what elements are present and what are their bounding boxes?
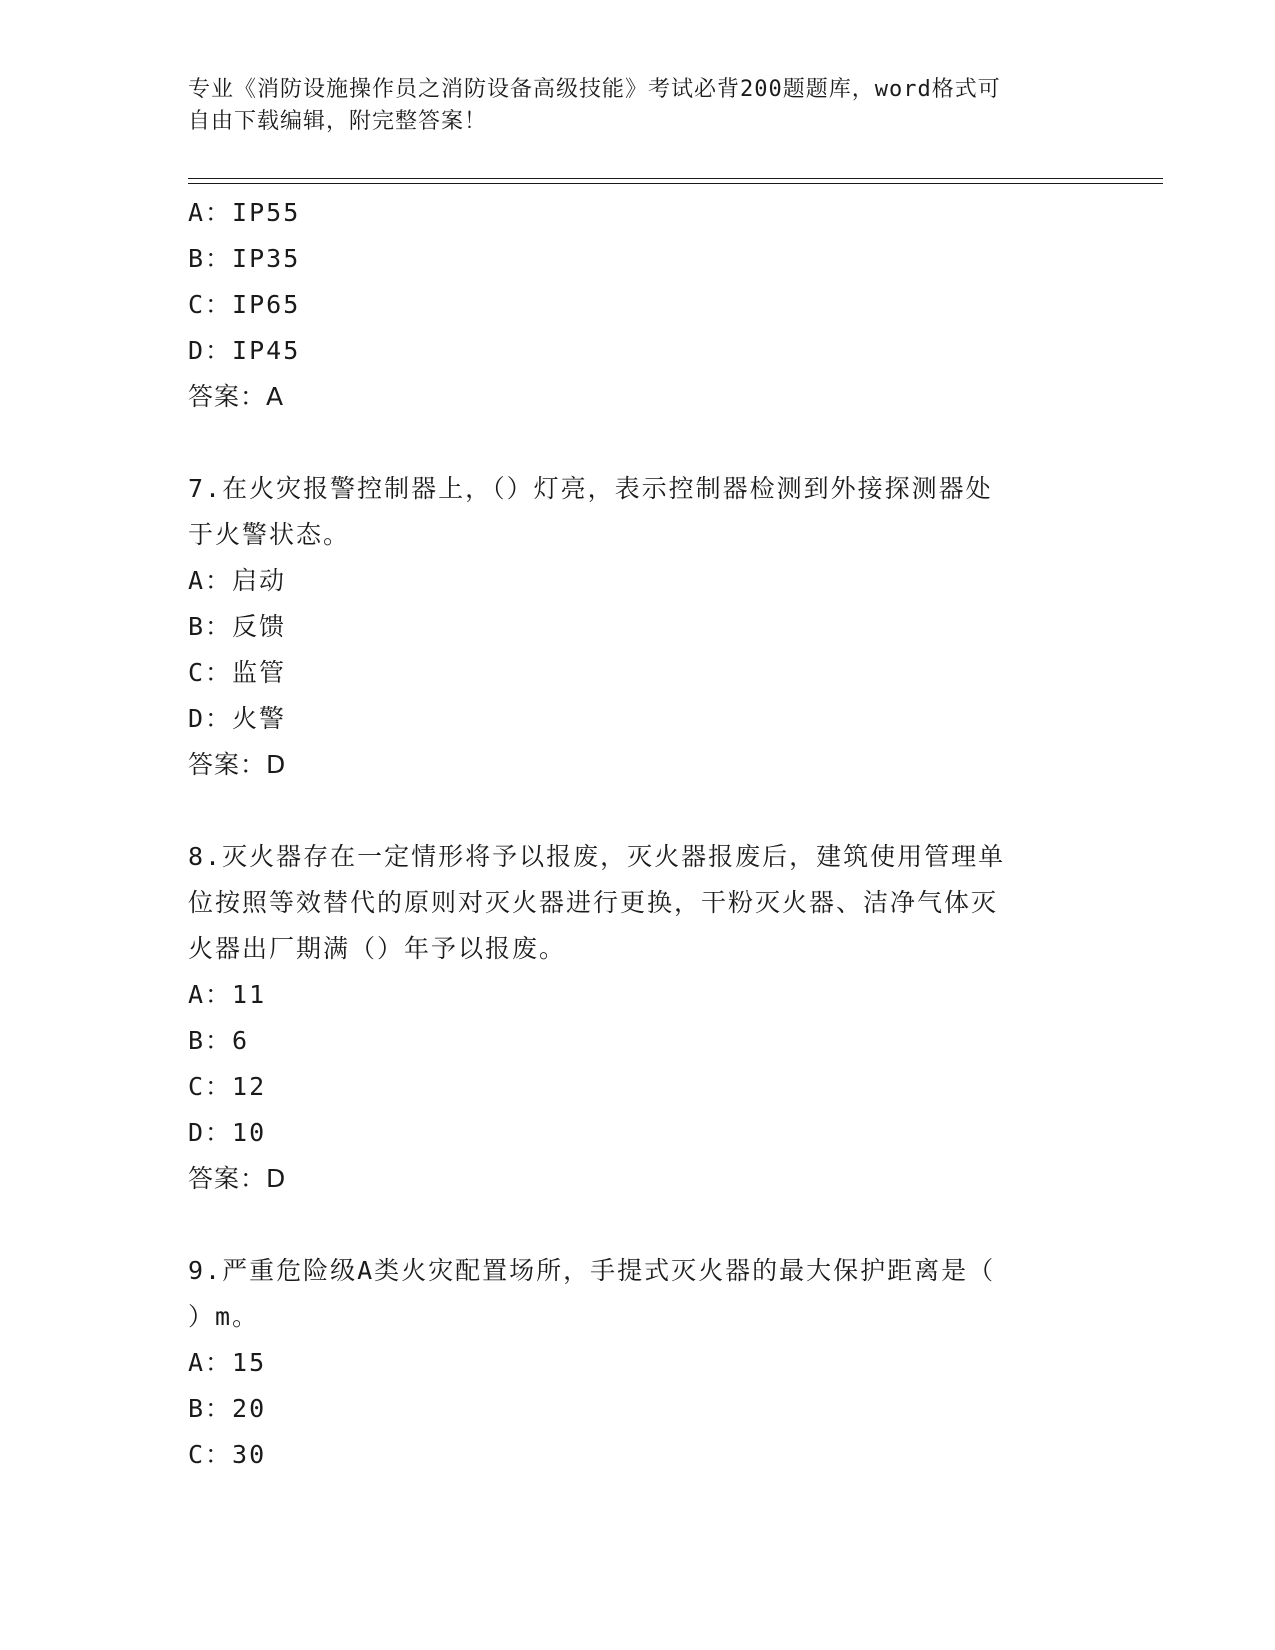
option-c: C：监管 [188, 658, 287, 687]
option-c: C：30 [188, 1440, 267, 1469]
answer: 答案：D [188, 750, 287, 779]
header-divider-top [188, 178, 1163, 179]
question-stem-line-2: ）m。 [188, 1302, 260, 1331]
header-line-2: 自由下载编辑，附完整答案！ [188, 109, 488, 134]
option-d: D：火警 [188, 704, 287, 733]
option-b: B：20 [188, 1394, 267, 1423]
question-6-tail [188, 190, 1078, 420]
spacer [188, 420, 1078, 466]
question-stem-line-1: 9.严重危险级A类火灾配置场所，手提式灭火器的最大保护距离是（ [188, 1256, 996, 1285]
option-a: A：15 [188, 1348, 267, 1377]
question-stem-line-2: 于火警状态。 [188, 520, 351, 549]
answer: 答案：A [188, 382, 285, 411]
option-c: C：12 [188, 1072, 267, 1101]
question-list [188, 190, 1078, 1478]
question-stem-line-2: 位按照等效替代的原则对灭火器进行更换，干粉灭火器、洁净气体灭 [188, 888, 999, 917]
option-c: C：IP65 [188, 290, 301, 319]
option-d: D：IP45 [188, 336, 301, 365]
question-7 [188, 466, 1078, 788]
option-b: B：6 [188, 1026, 250, 1055]
spacer [188, 788, 1078, 834]
option-a: A：11 [188, 980, 267, 1009]
question-8 [188, 834, 1078, 1202]
answer: 答案：D [188, 1164, 287, 1193]
option-a: A：IP55 [188, 198, 301, 227]
header-divider-bottom [188, 183, 1163, 184]
option-b: B：反馈 [188, 612, 287, 641]
document-header [188, 74, 1068, 138]
option-b: B：IP35 [188, 244, 301, 273]
question-stem-line-1: 7.在火灾报警控制器上，（）灯亮，表示控制器检测到外接探测器处 [188, 474, 993, 503]
header-line-1: 专业《消防设施操作员之消防设备高级技能》考试必背200题题库，word格式可 [188, 77, 1001, 102]
option-d: D：10 [188, 1118, 267, 1147]
question-9 [188, 1248, 1078, 1478]
option-a: A：启动 [188, 566, 287, 595]
question-stem-line-3: 火器出厂期满（）年予以报废。 [188, 934, 567, 963]
spacer [188, 1202, 1078, 1248]
question-stem-line-1: 8.灭火器存在一定情形将予以报废，灭火器报废后，建筑使用管理单 [188, 842, 1006, 871]
